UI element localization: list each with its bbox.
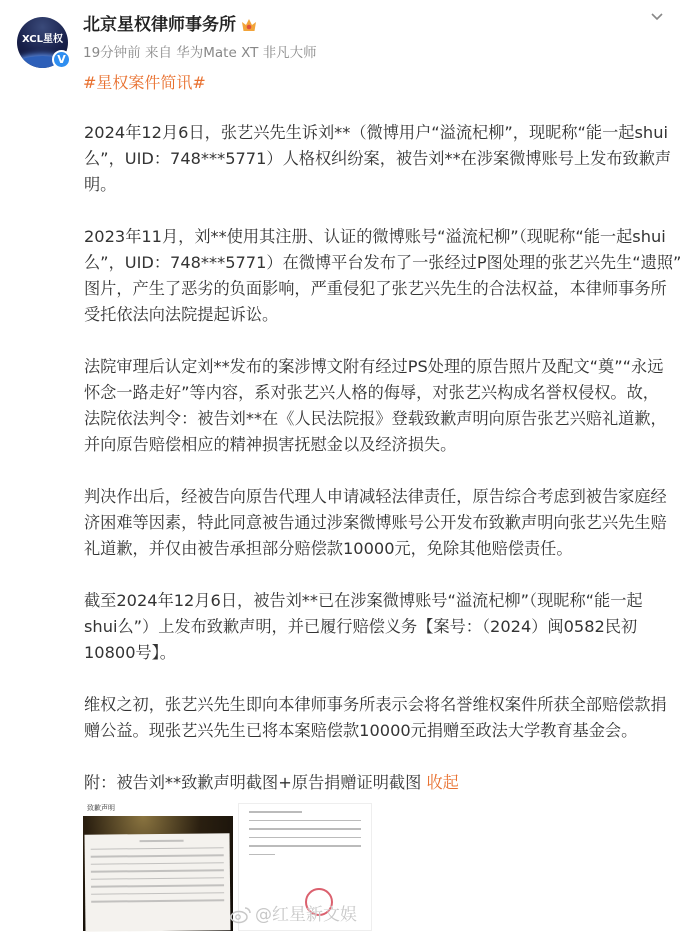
- paragraph: [84, 588, 684, 666]
- text-line: 2024年12月6日，张艺兴先生诉刘**（微博用户“溢流杞柳”，现昵称“能一起shui: [84, 123, 668, 142]
- text-line: 济困难等因素，特此同意被告通过涉案微博账号公开发布致歉声明向张艺兴先生赔: [84, 513, 667, 532]
- paragraph: [84, 354, 684, 458]
- text-line: 判决作出后，经被告向原告代理人申请减轻法律责任，原告综合考虑到被告家庭经: [84, 487, 667, 506]
- text-line: 图片，产生了恶劣的负面影响，严重侵犯了张艺兴先生的合法权益，本律师事务所: [84, 279, 667, 298]
- text-line: 礼道歉，并仅由被告承担部分赔偿款10000元，免除其他赔偿责任。: [84, 539, 573, 558]
- post-body: [84, 120, 684, 796]
- text-line: 截至2024年12月6日，被告刘**已在涉案微博账号“溢流杞柳”（现昵称“能一起: [84, 591, 643, 610]
- image-caption: 致歉声明: [87, 804, 115, 812]
- apology-statement-image[interactable]: [83, 802, 233, 931]
- text-line: 怀念一路走好”等内容，系对张艺兴人格的侮辱，对张艺兴构成名誉权侵权。故，: [84, 383, 659, 402]
- attachment-line: [84, 770, 684, 796]
- text-line: 么”，UID：748***5771）人格权纠纷案，被告刘**在涉案微博账号上发布致歉声: [84, 149, 672, 168]
- post-meta: 19分钟前 来自 华为Mate XT 非凡大师: [83, 45, 317, 61]
- author-name-row[interactable]: [83, 14, 258, 36]
- document-paper: [84, 833, 230, 932]
- text-line: 维权之初，张艺兴先生即向本律师事务所表示会将名誉维权案件所获全部赔偿款捐: [84, 695, 667, 714]
- text-line: 法院依法判令：被告刘**在《人民法院报》登载致歉声明向原告张艺兴赔礼道歉，: [84, 409, 667, 428]
- text-line: shui么”）上发布致歉声明，并已履行赔偿义务【案号：（2024）闽0582民初: [84, 617, 638, 636]
- text-line: 明。: [84, 175, 117, 194]
- author-name[interactable]: 北京星权律师事务所: [83, 15, 236, 35]
- text-line: 并向原告赔偿相应的精神损害抚慰金以及经济损失。: [84, 435, 457, 454]
- text-line: 2023年11月，刘**使用其注册、认证的微博账号“溢流杞柳”（现昵称“能一起shui: [84, 227, 666, 246]
- verified-badge-icon: V: [52, 50, 71, 69]
- hashtag-link[interactable]: #星权案件简讯#: [83, 73, 206, 92]
- paragraph: [84, 692, 684, 744]
- watermark-text: @红星新文娱: [255, 905, 357, 925]
- watermark: [230, 904, 357, 926]
- paragraph: [84, 120, 684, 198]
- text-line: 么”，UID：748***5771）在微博平台发布了一张经过P图处理的张艺兴先生“遗照”: [84, 253, 682, 272]
- text-line: 10800号】。: [84, 643, 176, 662]
- text-line: 赠公益。现张艺兴先生已将本案赔偿款10000元捐赠至政法大学教育基金会。: [84, 721, 638, 740]
- crown-icon: [240, 17, 258, 33]
- text-line: 法院审理后认定刘**发布的案涉博文附有经过PS处理的原告照片及配文“奠”“永远: [84, 357, 664, 376]
- weibo-logo-icon: [230, 906, 252, 924]
- text-line: 受托依法向法院提起诉讼。: [84, 305, 279, 324]
- chevron-down-icon[interactable]: [648, 8, 666, 26]
- paragraph: [84, 224, 684, 328]
- avatar-logo: XCL星权: [21, 34, 64, 45]
- collapse-link[interactable]: 收起: [426, 773, 459, 792]
- attachment-text: 附：被告刘**致歉声明截图+原告捐赠证明截图: [84, 773, 427, 792]
- paragraph: [84, 484, 684, 562]
